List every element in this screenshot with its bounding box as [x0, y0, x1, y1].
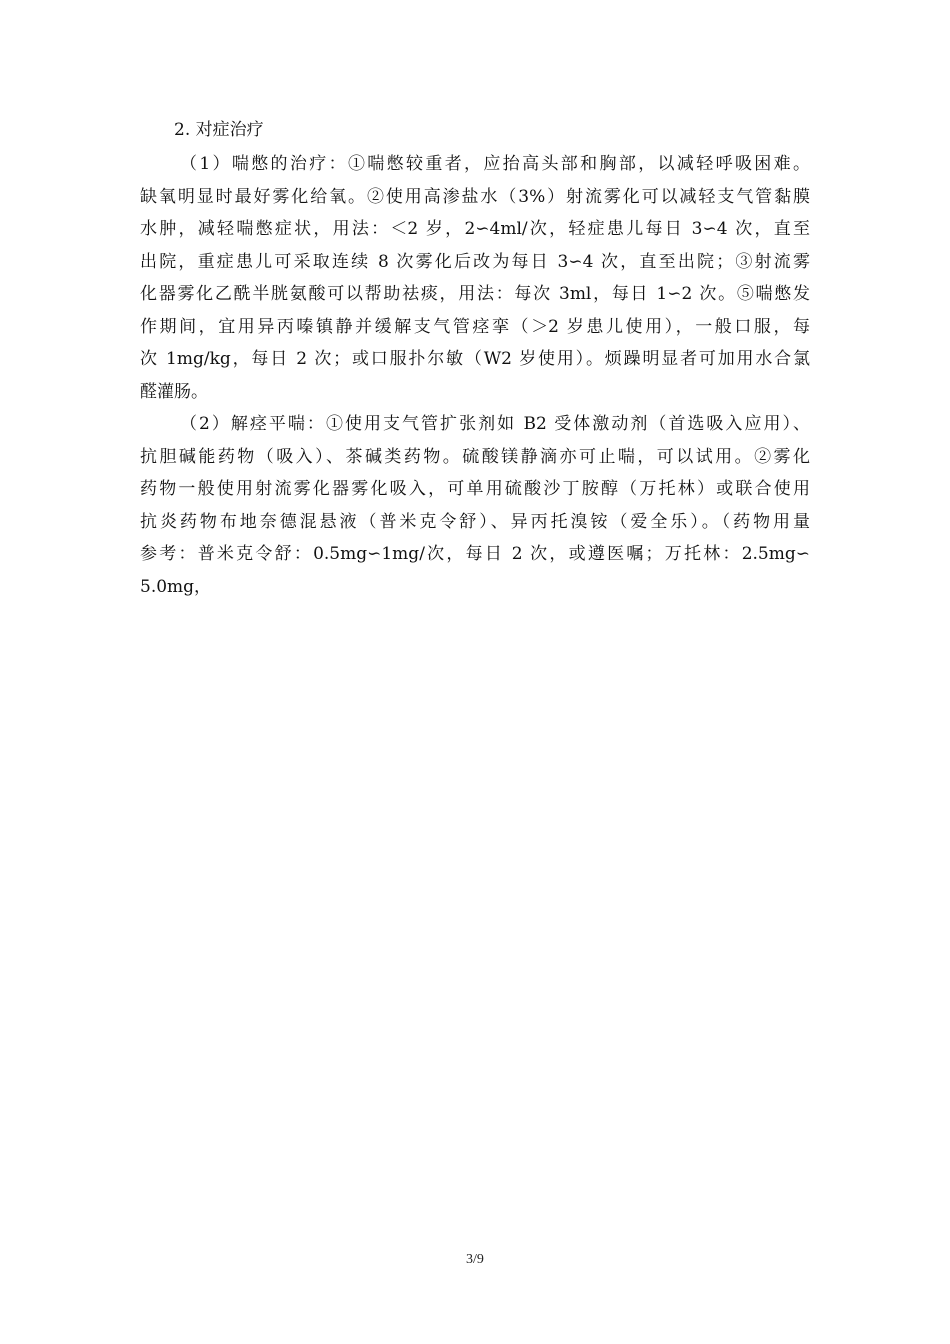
paragraph-symptom-treatment	[140, 148, 810, 408]
paragraph-line: 5.0mg，	[140, 576, 212, 597]
section-heading: 2. 对症治疗	[174, 120, 264, 140]
paragraph-line: 化器雾化乙酰半胱氨酸可以帮助祛痰，用法：每次 3ml，每日 1∽2 次。⑤喘憋发	[140, 284, 810, 304]
paragraph-line: 水肿，减轻喘憋症状，用法：＜2 岁，2∽4ml/次，轻症患儿每日 3∽4 次，直至	[140, 219, 810, 239]
page-number: 3/9	[466, 1252, 484, 1267]
paragraph-line: 参考：普米克令舒：0.5mg∽1mg/次，每日 2 次，或遵医嘱；万托林：2.5mg∽	[140, 544, 810, 564]
paragraph-line: （2）解痉平喘：①使用支气管扩张剂如 B2 受体激动剂（首选吸入应用）、	[180, 414, 810, 434]
paragraph-line: 作期间，宜用异丙嗪镇静并缓解支气管痉挛（＞2 岁患儿使用），一般口服，每	[140, 316, 810, 337]
paragraph-line: 药物一般使用射流雾化器雾化吸入，可单用硫酸沙丁胺醇（万托林）或联合使用	[140, 479, 810, 499]
paragraph-line: 抗炎药物布地奈德混悬液（普米克令舒）、异丙托溴铵（爱全乐）。（药物用量	[140, 511, 810, 532]
paragraph-antispasmodic	[140, 408, 810, 603]
paragraph-line: 缺氧明显时最好雾化给氧。②使用高渗盐水（3%）射流雾化可以减轻支气管黏膜	[140, 186, 810, 207]
paragraph-line: （1）喘憋的治疗：①喘憋较重者，应抬高头部和胸部，以减轻呼吸困难。	[180, 154, 810, 174]
paragraph-line: 出院，重症患儿可采取连续 8 次雾化后改为每日 3∽4 次，直至出院；③射流雾	[140, 251, 810, 272]
paragraph-line: 醛灌肠。	[140, 381, 208, 402]
paragraph-line: 次 1mg/kg，每日 2 次；或口服扑尔敏（W2 岁使用）。烦躁明显者可加用水合氯	[140, 349, 810, 369]
paragraph-line: 抗胆碱能药物（吸入）、茶碱类药物。硫酸镁静滴亦可止喘，可以试用。②雾化	[140, 446, 810, 467]
document-body	[140, 112, 810, 603]
